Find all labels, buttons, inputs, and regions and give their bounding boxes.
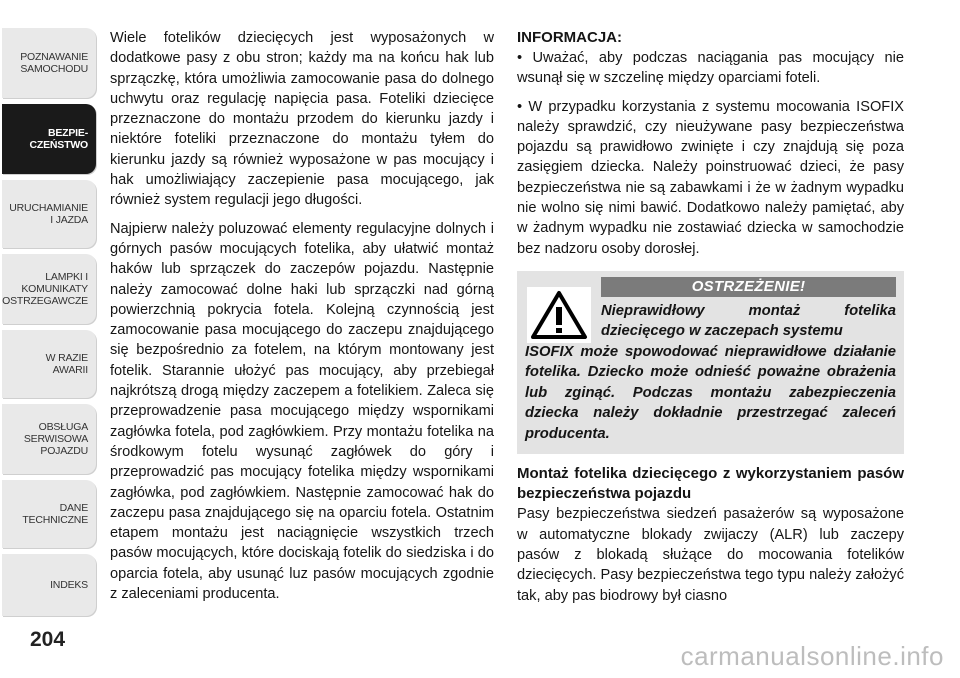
tab-indeks[interactable] (2, 554, 96, 616)
right-column (517, 28, 904, 614)
tab-label: LAMPKI I KOMUNIKATY OSTRZEGAWCZE (2, 271, 88, 307)
tab-obsluga-serwisowa[interactable] (2, 404, 96, 474)
warning-box (517, 271, 904, 455)
info-bullet: • W przypadku korzystania z systemu mocowania ISOFIX należy sprawdzić, czy nieużywane pasy bezpieczeństwa pojazdu są prawidłowo zwinięte i czy znajdują się poza zasięgiem dziecka. Należy poinstruować dzieci, że pasy bezpieczeństwa nie są zabawkami i że w żadnym wypadku nie wolno się nimi bawić. Dodatkowo należy pamiętać, aby w żadnym wypadku nie zostawiać dziecka w samochodzie bez nadzoru osoby dorosłej. (517, 98, 904, 257)
tab-uruchamianie-i-jazda[interactable] (2, 180, 96, 248)
page-number: 204 (30, 628, 66, 651)
info-bullet: • Uważać, aby podczas naciągania pas mocujący nie wsunął się w szczelinę między oparciami foteli. (517, 50, 904, 87)
tab-dane-techniczne[interactable] (2, 480, 96, 548)
tab-label: INDEKS (50, 579, 88, 591)
tab-label: W RAZIE AWARII (45, 352, 88, 376)
tab-label: URUCHAMIANIE I JAZDA (9, 202, 88, 226)
paragraph: Najpierw należy poluzować elementy regulacyjne dolnych i górnych pasów mocujących fotelika, aby ułatwić montaż haków lub sprzączek do zaczepów pojazdu. Następnie należy zamocować dolne haki lub sprzączki nad górną powierzchnią pokrycia fotela. Kolejną czynnością jest zamocowanie pasa mocującego do zaczepu znajdującego się bezpośrednio za fotelem, na którym montowany jest fotelik. Starannie ułożyć pas mocujący, aby przebiegał najkrótszą drogą między zaczepem a fotelikiem. Zaleca się przeprowadzenie pasa mocującego między wspornikami zagłówka fotela, pod zagłówkiem. Przy montażu fotelika na środkowym fotelu wysunąć zagłówek do góry i przeprowadzić pas mocujący fotelika między wspornikami zagłówka, pod zagłówkiem. Następnie zamocować hak do zaczepu pasa znajdującego się na oparciu fotela. Ostatnim etapem montażu jest naciągnięcie wszystkich trzech pasów mocujących, które dociskają fotelik do siedziska i do oparcia fotela, aby usunąć luz pasów mocujących zgodnie z zaleceniami producenta. (110, 220, 494, 603)
paragraph: Wiele fotelików dziecięcych jest wyposażonych w dodatkowe pasy z obu stron; każdy ma na końcu hak lub sprzączkę, która umożliwia zamocowanie pasa do dolnego uchwytu oraz regulację napięcia pasa. Foteliki dziecięce przeznaczone do montażu przodem do kierunku jazdy i niektóre foteliki przeznaczone do montażu tyłem do kierunku jazdy są również wyposażone w pas mocujący i hak umożliwiający zaczepienie pasa mocującego, jak również system regulacji jego długości. (110, 30, 494, 209)
tab-label: POZNAWANIE SAMOCHODU (20, 51, 88, 75)
info-heading: INFORMACJA: (517, 29, 622, 46)
chapter-tabs (0, 0, 106, 678)
warning-triangle-icon (527, 287, 591, 343)
paragraph: Pasy bezpieczeństwa siedzeń pasażerów są wyposażone w automatyczne blokady zwijaczy (ALR) lub zaczepy pasów z blokadą służące do mocowania fotelików dziecięcych. Pasy bezpieczeństwa tego typu należy założyć tak, aby pas biodrowy był ciasno (517, 506, 904, 604)
warning-text-start: Nieprawidłowy montaż fotelika dziecięcego w zaczepach systemu (601, 302, 896, 340)
watermark: carmanualsonline.info (680, 641, 944, 671)
tab-label: OBSŁUGA SERWISOWA POJAZDU (23, 421, 88, 457)
tab-w-razie-awarii[interactable] (2, 330, 96, 398)
left-column (110, 28, 494, 612)
tab-label: BEZPIE- CZEŃSTWO (29, 127, 88, 151)
warning-title: OSTRZEŻENIE! (601, 277, 896, 297)
tab-poznawanie-samochodu[interactable] (2, 28, 96, 98)
tab-bezpieczenstwo[interactable] (2, 104, 96, 174)
tab-label: DANE TECHNICZNE (22, 502, 88, 526)
tab-lampki-i-komunikaty[interactable] (2, 254, 96, 324)
warning-text-rest: ISOFIX może spowodować nieprawidłowe działanie fotelika. Dziecko może odnieść poważne obrażenia lub zginąć. Podczas montażu zabezpieczenia dziecka należy dokładnie przestrzegać zaleceń producenta. (525, 343, 896, 442)
section-heading: Montaż fotelika dziecięcego z wykorzystaniem pasów bezpieczeństwa pojazdu (517, 465, 904, 503)
